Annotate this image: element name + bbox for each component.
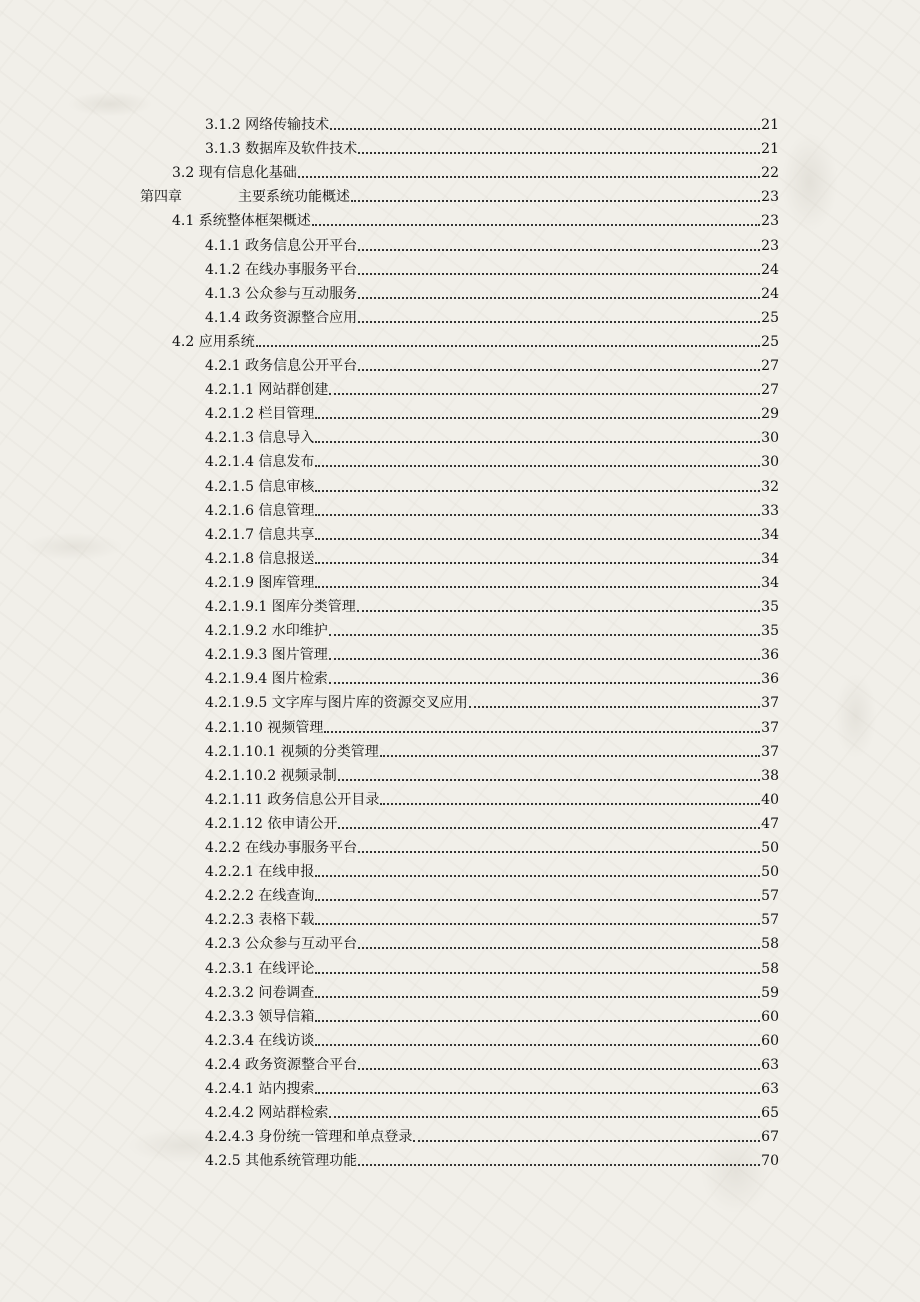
toc-page-number: 22 bbox=[761, 165, 779, 181]
toc-page-number: 25 bbox=[761, 310, 779, 326]
toc-page-number: 27 bbox=[761, 382, 779, 398]
toc-page-number: 65 bbox=[761, 1105, 779, 1121]
toc-entry[interactable] bbox=[172, 162, 779, 182]
toc-leader-dots bbox=[338, 778, 760, 781]
toc-page-number: 27 bbox=[761, 358, 779, 374]
toc-leader-dots bbox=[380, 754, 760, 757]
toc-entry-title: 4.1.3 公众参与互动服务 bbox=[205, 286, 358, 302]
toc-page-number: 40 bbox=[761, 792, 779, 808]
toc-entry-title: 4.2.4 政务资源整合平台 bbox=[205, 1057, 358, 1073]
toc-entry[interactable] bbox=[205, 524, 779, 544]
toc-page-number: 50 bbox=[761, 840, 779, 856]
toc-entry[interactable] bbox=[205, 596, 779, 616]
toc-leader-dots bbox=[315, 489, 760, 492]
toc-entry[interactable] bbox=[205, 861, 779, 881]
toc-entry-title: 4.2.1.12 依申请公开 bbox=[205, 816, 338, 832]
toc-leader-dots bbox=[329, 633, 760, 636]
toc-page-number: 34 bbox=[761, 551, 779, 567]
toc-entry[interactable] bbox=[205, 765, 779, 785]
toc-leader-dots bbox=[358, 368, 760, 371]
toc-entry[interactable] bbox=[205, 1102, 779, 1122]
toc-entry-title: 3.1.2 网络传输技术 bbox=[205, 117, 330, 133]
toc-entry-title: 4.2.1.7 信息共享 bbox=[205, 527, 315, 543]
toc-entry[interactable] bbox=[172, 210, 779, 230]
toc-leader-dots bbox=[329, 1115, 760, 1118]
toc-page-number: 34 bbox=[761, 527, 779, 543]
toc-leader-dots bbox=[358, 320, 760, 323]
toc-entry[interactable] bbox=[205, 933, 779, 953]
toc-page-number: 37 bbox=[761, 744, 779, 760]
toc-leader-dots bbox=[315, 440, 760, 443]
toc-leader-dots bbox=[324, 730, 760, 733]
toc-entry[interactable] bbox=[205, 1054, 779, 1074]
toc-leader-dots bbox=[315, 464, 760, 467]
toc-page-number: 36 bbox=[761, 671, 779, 687]
toc-leader-dots bbox=[315, 995, 760, 998]
toc-leader-dots bbox=[358, 850, 760, 853]
toc-entry-title: 4.2.3.4 在线访谈 bbox=[205, 1033, 315, 1049]
toc-entry[interactable] bbox=[205, 692, 779, 712]
toc-entry-title: 4.2.1.11 政务信息公开目录 bbox=[205, 792, 380, 808]
toc-entry-title: 4.2.4.1 站内搜索 bbox=[205, 1081, 315, 1097]
toc-entry-title: 4.2.1.10 视频管理 bbox=[205, 720, 324, 736]
toc-page-number: 33 bbox=[761, 503, 779, 519]
toc-entry[interactable] bbox=[205, 1078, 779, 1098]
toc-entry[interactable] bbox=[205, 1126, 779, 1146]
toc-entry[interactable] bbox=[205, 235, 779, 255]
toc-entry-title: 4.2 应用系统 bbox=[172, 334, 255, 350]
toc-leader-dots bbox=[380, 802, 760, 805]
toc-entry-title: 4.2.5 其他系统管理功能 bbox=[205, 1153, 358, 1169]
toc-entry[interactable] bbox=[172, 331, 779, 351]
toc-leader-dots bbox=[298, 175, 760, 178]
toc-leader-dots bbox=[358, 151, 760, 154]
toc-entry-title: 4.2.1.2 栏目管理 bbox=[205, 406, 315, 422]
toc-leader-dots bbox=[329, 657, 760, 660]
toc-page-number: 21 bbox=[761, 141, 779, 157]
toc-entry-title: 4.2.3.3 领导信箱 bbox=[205, 1009, 315, 1025]
toc-entry[interactable] bbox=[205, 717, 779, 737]
toc-leader-dots bbox=[315, 1043, 760, 1046]
toc-page-number: 58 bbox=[761, 936, 779, 952]
toc-leader-dots bbox=[358, 248, 760, 251]
toc-leader-dots bbox=[315, 874, 760, 877]
toc-chapter-label: 第四章 bbox=[140, 189, 182, 205]
toc-leader-dots bbox=[315, 513, 760, 516]
toc-leader-dots bbox=[358, 296, 760, 299]
toc-page-number: 57 bbox=[761, 888, 779, 904]
toc-entry-title: 4.2.1.9.4 图片检索 bbox=[205, 671, 328, 687]
toc-entry-title: 4.2.1.9.5 文字库与图片库的资源交叉应用 bbox=[205, 695, 468, 711]
toc-entry[interactable] bbox=[205, 283, 779, 303]
toc-entry-title: 4.1.1 政务信息公开平台 bbox=[205, 238, 358, 254]
toc-leader-dots bbox=[351, 199, 760, 202]
toc-leader-dots bbox=[315, 585, 760, 588]
toc-entry-title: 4.2.1.10.2 视频录制 bbox=[205, 768, 337, 784]
toc-entry[interactable] bbox=[205, 813, 779, 833]
toc-entry-title: 4.2.1.9.3 图片管理 bbox=[205, 647, 328, 663]
toc-chapter-entry[interactable] bbox=[140, 186, 779, 206]
toc-entry[interactable] bbox=[205, 1030, 779, 1050]
toc-leader-dots bbox=[256, 344, 760, 347]
toc-page-number: 59 bbox=[761, 985, 779, 1001]
toc-entry-title: 4.1.2 在线办事服务平台 bbox=[205, 262, 358, 278]
toc-entry-title: 4.2.4.2 网站群检索 bbox=[205, 1105, 329, 1121]
toc-entry-title: 4.1.4 政务资源整合应用 bbox=[205, 310, 358, 326]
toc-leader-dots bbox=[315, 898, 760, 901]
toc-entry-title: 4.2.3.2 问卷调查 bbox=[205, 985, 315, 1001]
toc-entry[interactable] bbox=[205, 548, 779, 568]
toc-entry[interactable] bbox=[205, 837, 779, 857]
toc-page-number: 25 bbox=[761, 334, 779, 350]
toc-entry-title: 4.2.4.3 身份统一管理和单点登录 bbox=[205, 1129, 413, 1145]
toc-entry-title: 4.2.1 政务信息公开平台 bbox=[205, 358, 358, 374]
toc-leader-dots bbox=[358, 272, 760, 275]
toc-entry[interactable] bbox=[205, 885, 779, 905]
toc-entry[interactable] bbox=[205, 451, 779, 471]
toc-leader-dots bbox=[329, 392, 760, 395]
toc-leader-dots bbox=[330, 127, 760, 130]
toc-page-number: 21 bbox=[761, 117, 779, 133]
toc-entry[interactable] bbox=[205, 379, 779, 399]
toc-entry[interactable] bbox=[205, 1150, 779, 1170]
toc-page-number: 23 bbox=[761, 213, 779, 229]
toc-page-number: 60 bbox=[761, 1009, 779, 1025]
toc-entry-title: 4.2.2.3 表格下载 bbox=[205, 912, 315, 928]
toc-page-number: 29 bbox=[761, 406, 779, 422]
toc-entry[interactable] bbox=[205, 500, 779, 520]
toc-entry-title: 4.2.1.4 信息发布 bbox=[205, 454, 315, 470]
toc-leader-dots bbox=[312, 223, 760, 226]
toc-entry-title: 4.2.1.6 信息管理 bbox=[205, 503, 315, 519]
toc-page-number: 36 bbox=[761, 647, 779, 663]
toc-entry[interactable] bbox=[205, 644, 779, 664]
toc-entry-title: 4.2.1.9.2 水印维护 bbox=[205, 623, 328, 639]
toc-leader-dots bbox=[315, 971, 760, 974]
toc-entry-title: 4.2.1.3 信息导入 bbox=[205, 430, 315, 446]
toc-leader-dots bbox=[315, 1091, 760, 1094]
toc-page-number: 63 bbox=[761, 1057, 779, 1073]
toc-entry-title: 3.2 现有信息化基础 bbox=[172, 165, 297, 181]
toc-leader-dots bbox=[469, 705, 760, 708]
toc-entry[interactable] bbox=[205, 741, 779, 761]
toc-page-number: 23 bbox=[761, 238, 779, 254]
toc-leader-dots bbox=[338, 826, 760, 829]
toc-page-number: 30 bbox=[761, 454, 779, 470]
toc-page-number: 24 bbox=[761, 286, 779, 302]
toc-entry[interactable] bbox=[205, 138, 779, 158]
toc-entry[interactable] bbox=[205, 909, 779, 929]
toc-leader-dots bbox=[358, 1067, 760, 1070]
toc-page-number: 35 bbox=[761, 623, 779, 639]
toc-entry[interactable] bbox=[205, 982, 779, 1002]
toc-page-number: 37 bbox=[761, 695, 779, 711]
toc-entry[interactable] bbox=[205, 355, 779, 375]
toc-entry[interactable] bbox=[205, 427, 779, 447]
toc-entry[interactable] bbox=[205, 958, 779, 978]
toc-page-number: 58 bbox=[761, 961, 779, 977]
toc-entry-title: 4.2.2.2 在线查询 bbox=[205, 888, 315, 904]
toc-page-number: 32 bbox=[761, 479, 779, 495]
toc-entry[interactable] bbox=[205, 259, 779, 279]
toc-entry-title: 4.2.1.5 信息审核 bbox=[205, 479, 315, 495]
toc-page-number: 50 bbox=[761, 864, 779, 880]
toc-leader-dots bbox=[315, 416, 760, 419]
toc-leader-dots bbox=[358, 1163, 760, 1166]
toc-leader-dots bbox=[315, 1019, 760, 1022]
toc-leader-dots bbox=[315, 561, 760, 564]
toc-page-number: 47 bbox=[761, 816, 779, 832]
toc-page-number: 35 bbox=[761, 599, 779, 615]
toc-leader-dots bbox=[329, 681, 760, 684]
toc-leader-dots bbox=[315, 922, 760, 925]
toc-entry-title: 4.1 系统整体框架概述 bbox=[172, 213, 311, 229]
toc-entry[interactable] bbox=[205, 789, 779, 809]
toc-leader-dots bbox=[358, 946, 760, 949]
toc-entry-title: 4.2.3 公众参与互动平台 bbox=[205, 936, 358, 952]
toc-entry[interactable] bbox=[205, 307, 779, 327]
toc-entry-title: 4.2.1.9 图库管理 bbox=[205, 575, 315, 591]
toc-page-number: 24 bbox=[761, 262, 779, 278]
toc-entry-title: 4.2.1.8 信息报送 bbox=[205, 551, 315, 567]
toc-leader-dots bbox=[413, 1139, 760, 1142]
toc-entry[interactable] bbox=[205, 668, 779, 688]
toc-page-number: 63 bbox=[761, 1081, 779, 1097]
toc-page-number: 38 bbox=[761, 768, 779, 784]
toc-entry-title: 4.2.1.9.1 图库分类管理 bbox=[205, 599, 356, 615]
toc-entry[interactable] bbox=[205, 114, 779, 134]
toc-page-number: 70 bbox=[761, 1153, 779, 1169]
toc-page-number: 57 bbox=[761, 912, 779, 928]
toc-page-number: 34 bbox=[761, 575, 779, 591]
toc-entry[interactable] bbox=[205, 620, 779, 640]
toc-entry-title: 4.2.1.10.1 视频的分类管理 bbox=[205, 744, 379, 760]
toc-page-number: 60 bbox=[761, 1033, 779, 1049]
toc-entry[interactable] bbox=[205, 1006, 779, 1026]
toc-entry-title: 主要系统功能概述 bbox=[238, 189, 350, 205]
toc-page-number: 67 bbox=[761, 1129, 779, 1145]
toc-entry-title: 4.2.3.1 在线评论 bbox=[205, 961, 315, 977]
toc-leader-dots bbox=[315, 537, 760, 540]
toc-entry[interactable] bbox=[205, 572, 779, 592]
toc-page-number: 23 bbox=[761, 189, 779, 205]
toc-entry[interactable] bbox=[205, 476, 779, 496]
toc-entry-title: 4.2.1.1 网站群创建 bbox=[205, 382, 329, 398]
toc-entry-title: 4.2.2 在线办事服务平台 bbox=[205, 840, 358, 856]
toc-page-number: 30 bbox=[761, 430, 779, 446]
toc-entry-title: 3.1.3 数据库及软件技术 bbox=[205, 141, 358, 157]
toc-entry-title: 4.2.2.1 在线申报 bbox=[205, 864, 315, 880]
toc-leader-dots bbox=[357, 609, 760, 612]
toc-page-number: 37 bbox=[761, 720, 779, 736]
toc-entry[interactable] bbox=[205, 403, 779, 423]
